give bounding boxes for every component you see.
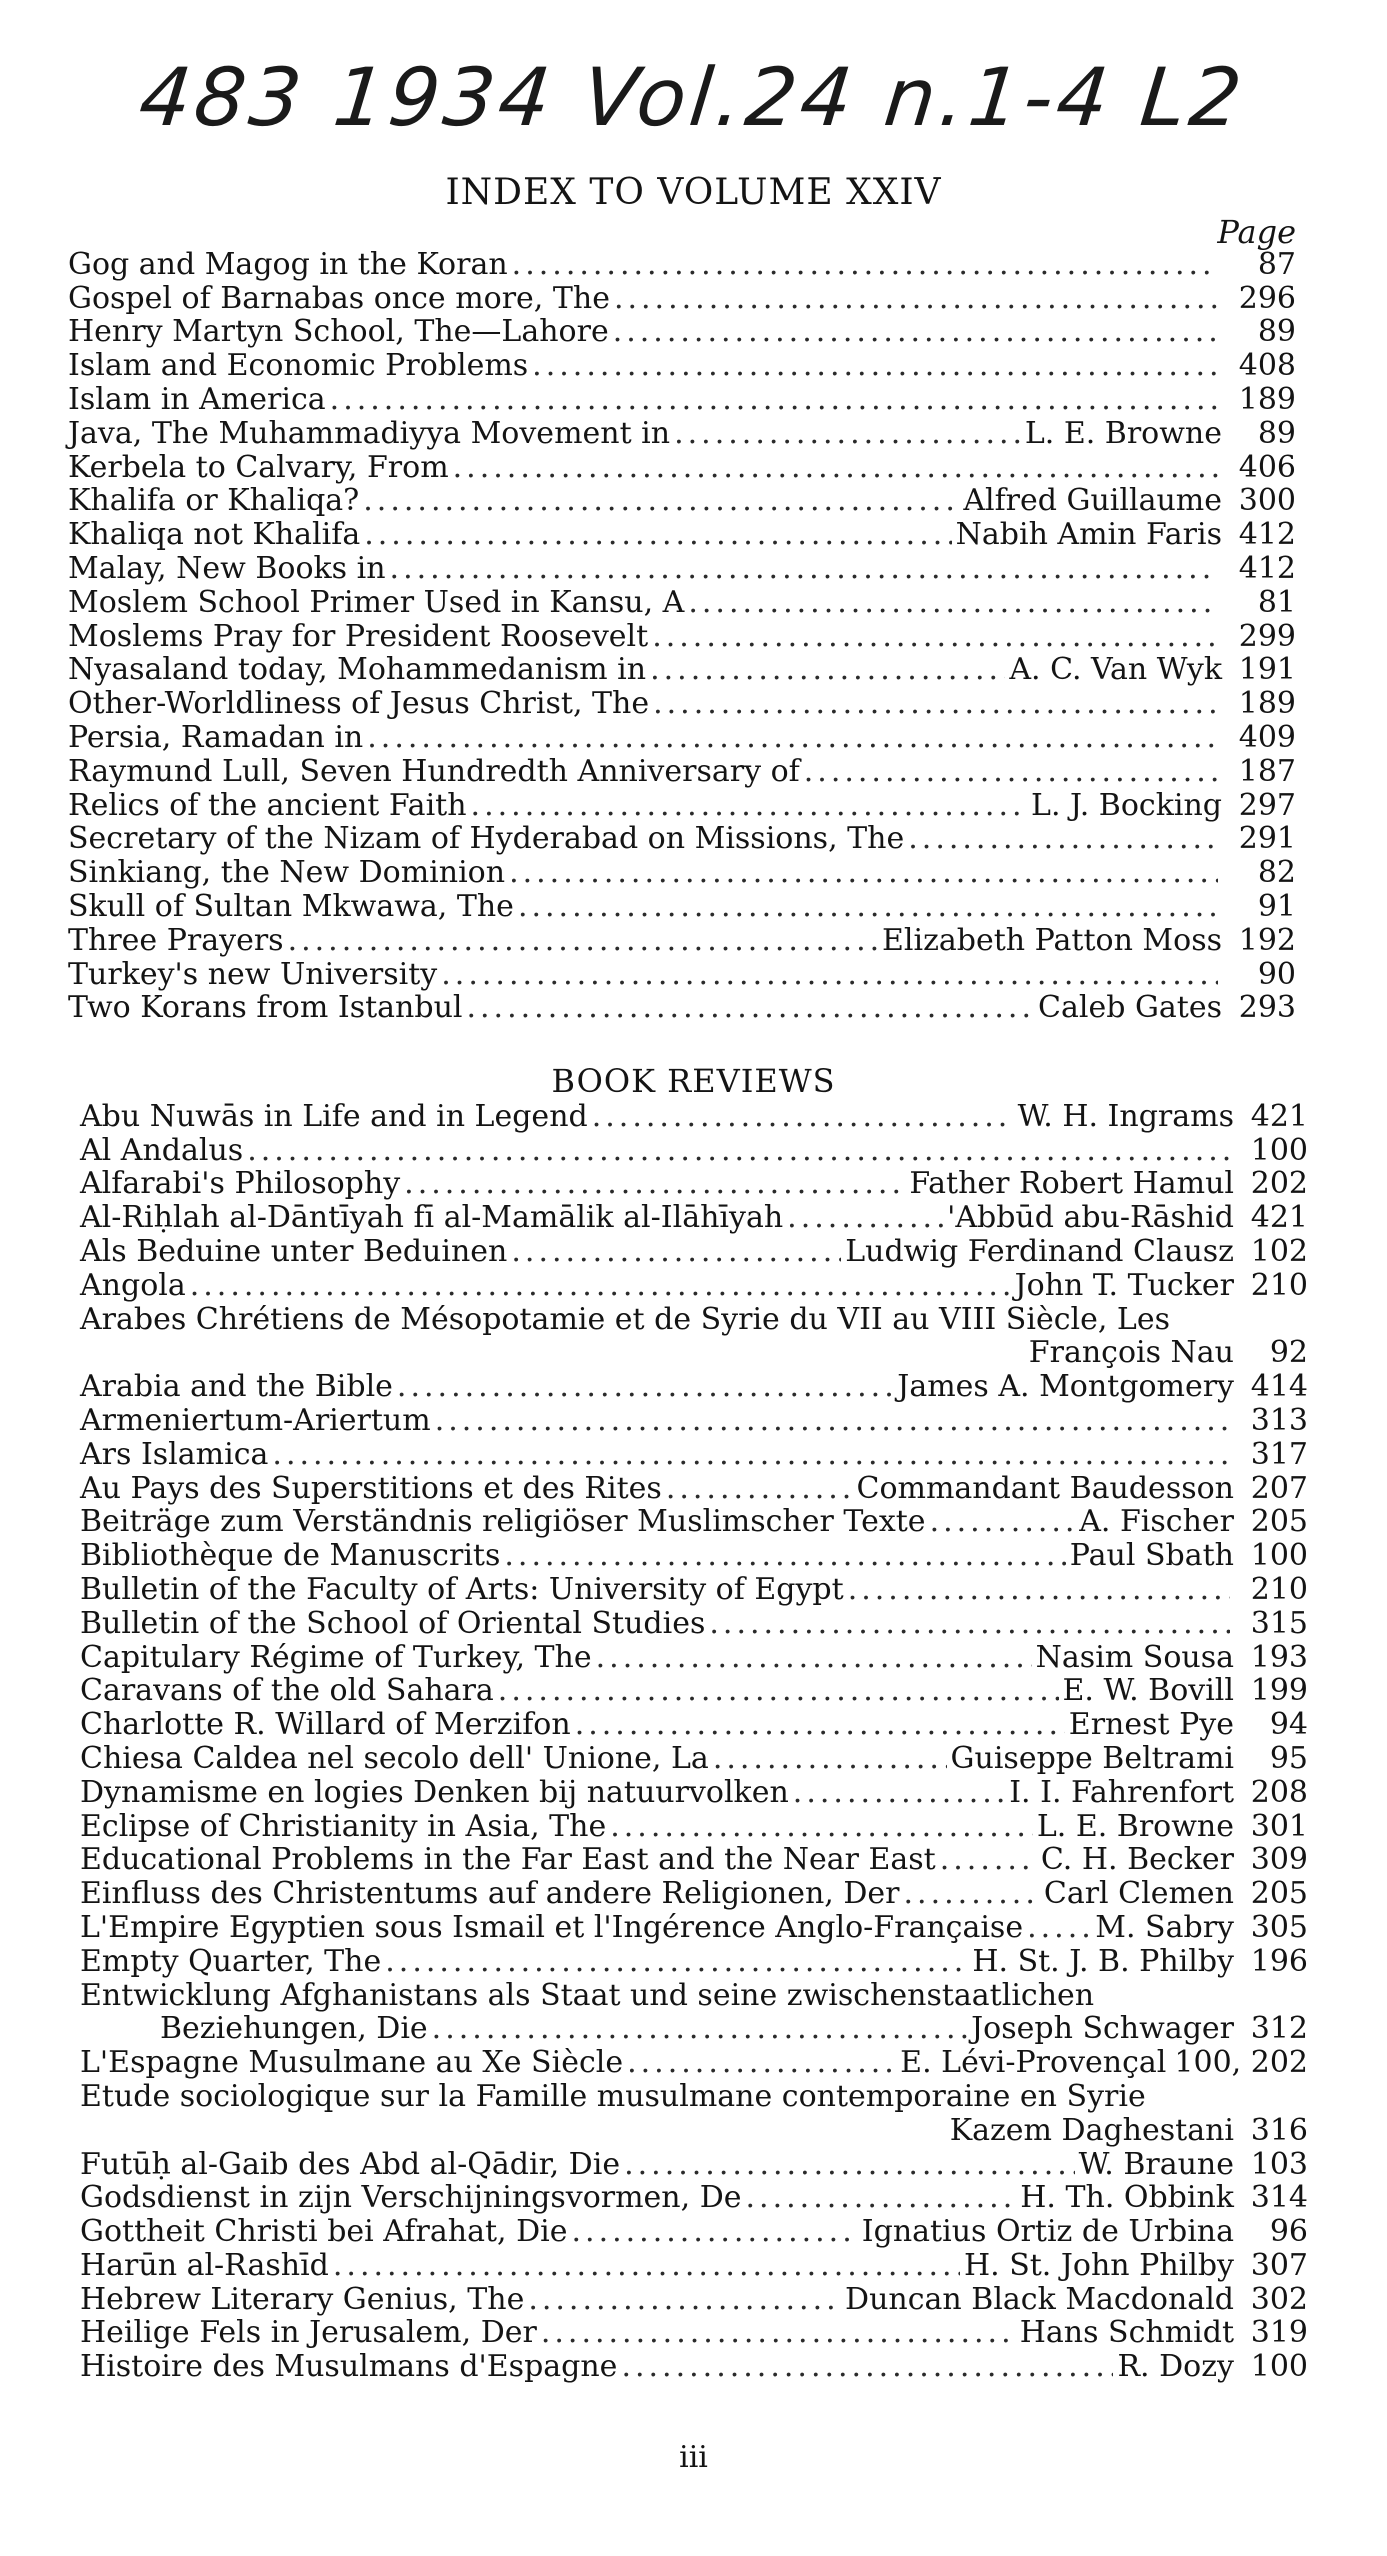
entry-title: Turkey's new University [68,956,438,992]
entry-title: L'Espagne Musulmane au Xe Siècle [80,2045,624,2081]
list-item [80,1740,1308,1774]
dot-leader [367,723,1218,753]
list-item [68,246,1296,280]
list-item [68,314,1296,348]
dot-leader [653,689,1218,719]
dot-leader [627,2048,896,2078]
entry-page: 196 [1250,1943,1308,1979]
entry-page: 189 [1238,381,1296,417]
list-item [80,1706,1308,1743]
entry-title: Caravans of the old Sahara [80,1673,494,1709]
list-item [80,1233,1308,1267]
list-item [80,2078,1308,2112]
entry-author: François Nau [1028,1335,1234,1371]
entry-title: Two Korans from Istanbul [68,990,463,1026]
entry-author: Hans Schmidt [1019,2315,1234,2351]
list-item [80,1504,1308,1538]
entry-page: 412 [1238,550,1296,586]
entry-title: Bulletin of the School of Oriental Studies [80,1605,706,1641]
entry-title: Capitulary Régime of Turkey, The [80,1639,592,1675]
entry-title: Bibliothèque de Manuscrits [80,1538,501,1574]
list-item [80,1199,1308,1236]
list-item [80,1335,1308,1369]
entry-title: Eclipse of Christianity in Asia, The [80,1808,607,1844]
dot-leader [688,588,1218,618]
entry-author: Kazem Daghestani [949,2112,1234,2148]
entry-author: R. Dozy [1117,2349,1234,2385]
list-item [80,1166,1308,1200]
list-item [68,347,1296,384]
entry-page: 409 [1238,719,1296,755]
entry-title: Arabes Chrétiens de Mésopotamie et de Syrie du VII au VIII Siècle, Les [80,1301,1170,1337]
entry-author: Ernest Pye [1068,1707,1234,1743]
entry-page: 421 [1250,1200,1308,1236]
entry-page: 421 [1250,1098,1308,1134]
entry-author: H. St. J. B. Philby [972,1943,1234,1979]
dot-leader [666,1474,853,1504]
list-item [80,1267,1308,1301]
entry-page: 208 [1250,1774,1308,1810]
list-item [80,2348,1308,2385]
entry-author: Elizabeth Patton Moss [882,922,1222,958]
dot-leader [848,1575,1230,1605]
handwritten-annotation: 483 1934 Vol.24 n.1-4 L2 [135,51,1250,144]
list-item [68,753,1296,787]
dot-leader [432,2014,967,2044]
entry-page: 202 [1250,1166,1308,1202]
entry-title: L'Empire Egyptien sous Ismail et l'Ingérence Anglo-Française [80,1909,1024,1945]
dot-leader [940,1845,1037,1875]
dot-leader [650,655,1005,685]
entry-page: 291 [1238,821,1296,857]
list-item [68,415,1296,449]
entry-page: 313 [1250,1402,1308,1438]
entry-page: 293 [1238,990,1296,1026]
dot-leader [709,1609,1230,1639]
dot-leader [572,2217,858,2247]
entry-page: 189 [1238,686,1296,722]
dot-leader [453,453,1218,483]
entry-author: Alfred Guillaume [963,483,1222,519]
dot-leader [330,385,1218,415]
entry-title: Nyasaland today, Mohammedanism in [68,652,647,688]
entry-page: 82 [1257,855,1296,891]
entry-title: Beiträge zum Verständnis religiöser Muslimscher Texte [80,1504,926,1540]
index-list [68,246,1296,1026]
dot-leader [908,824,1218,854]
entry-author: H. St. John Philby [963,2247,1234,2283]
dot-leader [504,1541,1065,1571]
dot-leader [511,1237,841,1267]
entry-title: Khaliqa not Khalifa [68,517,361,553]
entry-author: W. Braune [1078,2146,1234,2182]
list-item [68,685,1296,722]
entry-author: Nasim Sousa [1035,1639,1234,1675]
entry-author: Ignatius Ortiz de Urbina [861,2214,1234,2250]
list-item [68,956,1296,990]
entry-title: Chiesa Caldea nel secolo dell' Unione, La [80,1740,709,1776]
entry-page: 89 [1257,314,1296,350]
entry-author: Carl Clemen [1043,1876,1234,1912]
entry-title: Arabia and the Bible [80,1369,393,1405]
entry-page: 81 [1257,584,1296,620]
entry-page: 100 [1250,1538,1308,1574]
entry-page: 87 [1257,246,1296,282]
entry-author: 'Abbūd abu-Rāshid [947,1200,1234,1236]
entry-page: 102 [1250,1233,1308,1269]
entry-title: Relics of the ancient Faith [68,787,467,823]
dot-leader [364,520,951,550]
entry-author: Nabih Amin Faris [955,517,1222,553]
entry-title: Malay, New Books in [68,550,386,586]
list-item [80,1537,1308,1574]
entry-author: Caleb Gates [1038,990,1222,1026]
entry-title: Bulletin of the Faculty of Arts: University of Egypt [80,1571,844,1607]
dot-leader [288,926,878,956]
entry-title: Empty Quarter, The [80,1943,382,1979]
dot-leader [596,1643,1032,1673]
list-item [80,2180,1308,2214]
list-item [80,1301,1308,1335]
entry-title: Educational Problems in the Far East and the Near East [80,1842,936,1878]
entry-title: Henry Martyn School, The—Lahore [68,314,609,350]
entry-page: 191 [1238,652,1296,688]
entry-page: 205 [1250,1504,1308,1540]
list-item [80,1436,1308,1470]
dot-leader [610,1812,1033,1842]
entry-title: Raymund Lull, Seven Hundredth Anniversary of [68,753,800,789]
entry-title: Beziehungen, Die [160,2011,428,2047]
list-item [80,1639,1308,1673]
entry-title: Entwicklung Afghanistans als Staat und seine zwischenstaatlichen [80,1977,1095,2013]
entry-author: E. Lévi-Provençal [900,2045,1167,2081]
entry-author: C. H. Becker [1040,1842,1234,1878]
entry-title: Gospel of Barnabas once more, The [68,280,610,316]
list-item [80,1875,1308,1912]
list-item [80,1977,1308,2011]
entry-title: Etude sociologique sur la Famille musulmane contemporaine en Syrie [80,2078,1146,2114]
entry-author: James A. Montgomery [897,1369,1234,1405]
entry-page: 317 [1250,1436,1308,1472]
dot-leader [404,1169,905,1199]
entry-page: 92 [1269,1335,1308,1371]
entry-author: Ludwig Ferdinand Clausz [845,1233,1234,1269]
entry-title: Au Pays des Superstitions et des Rites [80,1470,662,1506]
list-item [68,280,1296,314]
list-item [80,1098,1308,1132]
entry-page: 91 [1257,888,1296,924]
entry-page: 305 [1250,1909,1308,1945]
entry-title: Moslems Pray for President Roosevelt [68,618,649,654]
list-item [80,2112,1308,2146]
dot-leader [512,250,1218,280]
dot-leader [793,1778,1005,1808]
dot-leader [471,791,1027,821]
entry-author: M. Sabry [1095,1909,1234,1945]
dot-leader [592,1102,1014,1132]
entry-title: Islam in America [68,381,326,417]
dot-leader [441,960,1218,990]
entry-page: 192 [1238,922,1296,958]
list-item [68,652,1296,686]
dot-leader [614,284,1218,314]
list-item [68,449,1296,483]
entry-author: Duncan Black Macdonald [845,2281,1234,2317]
entry-page: 210 [1250,1267,1308,1303]
dot-leader [247,1136,1230,1166]
list-item [80,1673,1308,1707]
entry-author: Father Robert Hamul [909,1166,1234,1202]
entry-page: 199 [1250,1673,1308,1709]
entry-title: Khalifa or Khaliqa? [68,483,360,519]
entry-title: Armeniertum-Ariertum [80,1402,431,1438]
dot-leader [904,1879,1040,1909]
dot-leader [190,1271,1011,1301]
list-item [80,1470,1308,1504]
list-item [80,2213,1308,2250]
dot-leader [385,1947,968,1977]
dot-leader [498,1676,1059,1706]
list-item [80,2146,1308,2180]
list-item [68,618,1296,652]
entry-title: Als Beduine unter Beduinen [80,1233,508,1269]
list-item [68,381,1296,415]
entry-author: E. W. Bovill [1062,1673,1234,1709]
entry-page: 319 [1250,2315,1308,2351]
dot-leader [518,892,1218,922]
entry-page: 94 [1269,1707,1308,1743]
dot-leader [390,554,1218,584]
entry-title: Angola [80,1267,186,1303]
entry-title: Dynamisme en logies Denken bij natuurvolken [80,1774,789,1810]
entry-page: 89 [1257,415,1296,451]
entry-page: 296 [1238,280,1296,316]
entry-page: 210 [1250,1571,1308,1607]
entry-author: Guiseppe Beltrami [950,1740,1234,1776]
entry-page: 100, 202 [1174,2045,1308,2081]
dot-leader [624,2150,1075,2180]
entry-page: 90 [1257,956,1296,992]
dot-leader [613,317,1218,347]
entry-page: 316 [1250,2112,1308,2148]
entry-page: 205 [1250,1876,1308,1912]
dot-leader [1027,1913,1091,1943]
entry-title: Einfluss des Christentums auf andere Religionen, Der [80,1876,900,1912]
entry-title: Al Andalus [80,1132,244,1168]
list-item [68,483,1296,517]
entry-author: L. E. Browne [1036,1808,1234,1844]
entry-author: W. H. Ingrams [1017,1098,1234,1134]
entry-author: Paul Sbath [1069,1538,1234,1574]
entry-page: 414 [1250,1369,1308,1405]
entry-title: Al-Riḥlah al-Dāntīyah fī al-Mamālik al-Ilāhīyah [80,1200,784,1236]
entry-page: 103 [1250,2146,1308,2182]
entry-page: 187 [1238,753,1296,789]
dot-leader [397,1372,893,1402]
entry-page: 312 [1250,2011,1308,2047]
list-item [80,1943,1308,1977]
list-item [80,1808,1308,1842]
entry-page: 309 [1250,1842,1308,1878]
entry-author: Joseph Schwager [971,2011,1234,2047]
list-item [68,854,1296,891]
dot-leader [532,351,1218,381]
entry-page: 95 [1269,1740,1308,1776]
list-item [80,2247,1308,2281]
list-item [68,922,1296,956]
entry-title: Ars Islamica [80,1436,269,1472]
dot-leader [272,1440,1230,1470]
list-item [80,1774,1308,1808]
list-item [80,1132,1308,1166]
dot-leader [575,1710,1065,1740]
entry-author: Commandant Baudesson [856,1470,1234,1506]
entry-author: I. I. Fahrenfort [1009,1774,1234,1810]
dot-leader [713,1744,947,1774]
entry-page: 207 [1250,1470,1308,1506]
entry-page: 100 [1250,2349,1308,2385]
dot-leader [804,757,1218,787]
entry-title: Godsdienst in zijn Verschijningsvormen, De [80,2180,742,2216]
dot-leader [674,419,1021,449]
entry-page: 406 [1238,449,1296,485]
book-reviews-list [80,1098,1308,2385]
entry-author: L. E. Browne [1024,415,1222,451]
entry-title: Java, The Muhammadiyya Movement in [68,415,671,451]
entry-page: 300 [1238,483,1296,519]
book-reviews-heading: BOOK REVIEWS [551,1062,836,1100]
list-item [68,888,1296,922]
entry-author: L. J. Bocking [1031,787,1222,823]
list-item [80,1402,1308,1436]
entry-title: Abu Nuwās in Life and in Legend [80,1098,588,1134]
dot-leader [787,1203,943,1233]
entry-page: 412 [1238,517,1296,553]
list-item [80,1842,1308,1876]
entry-title: Hebrew Literary Genius, The [80,2281,525,2317]
list-item [80,2011,1308,2045]
entry-title: Sinkiang, the New Dominion [68,855,506,891]
entry-page: 302 [1250,2281,1308,2317]
entry-title: Harūn al-Rashīd [80,2247,329,2283]
entry-title: Secretary of the Nizam of Hyderabad on Missions, The [68,821,905,857]
page-title: INDEX TO VOLUME XXIV [445,172,942,213]
dot-leader [509,858,1218,888]
list-item [80,1909,1308,1943]
list-item [68,719,1296,753]
entry-title: Skull of Sultan Mkwawa, The [68,888,514,924]
list-item [68,787,1296,821]
entry-title: Persia, Ramadan in [68,719,364,755]
list-item [80,1368,1308,1405]
entry-page: 297 [1238,787,1296,823]
dot-leader [541,2318,1016,2348]
entry-page: 100 [1250,1132,1308,1168]
dot-leader [621,2352,1113,2382]
entry-page: 96 [1269,2214,1308,2250]
entry-title: Futūḥ al-Gaib des Abd al-Qādir, Die [80,2146,621,2182]
list-item [80,1605,1308,1639]
entry-title: Charlotte R. Willard of Merzifon [80,1707,571,1743]
list-item [80,1571,1308,1605]
dot-leader [930,1507,1076,1537]
list-item [68,516,1296,553]
entry-author: H. Th. Obbink [1020,2180,1234,2216]
entry-title: Gottheit Christi bei Afrahat, Die [80,2214,568,2250]
dot-leader [435,1406,1230,1436]
page-column-heading: Page [1217,213,1296,251]
list-item [68,584,1296,618]
list-item [68,821,1296,855]
entry-title: Other-Worldliness of Jesus Christ, The [68,686,650,722]
entry-title: Three Prayers [68,922,284,958]
entry-author: John T. Tucker [1014,1267,1234,1303]
dot-leader [333,2251,960,2281]
entry-page: 193 [1250,1639,1308,1675]
entry-title: Histoire des Musulmans d'Espagne [80,2349,618,2385]
list-item [80,2044,1308,2081]
entry-page: 301 [1250,1808,1308,1844]
dot-leader [652,622,1218,652]
list-item [68,990,1296,1024]
entry-page: 299 [1238,618,1296,654]
entry-author: A. C. Van Wyk [1009,652,1222,688]
entry-title: Kerbela to Calvary, From [68,449,449,485]
entry-title: Moslem School Primer Used in Kansu, A [68,584,685,620]
entry-page: 307 [1250,2247,1308,2283]
list-item [80,2315,1308,2349]
entry-title: Islam and Economic Problems [68,348,529,384]
list-item [80,2281,1308,2315]
page-folio: iii [679,2440,708,2475]
dot-leader [363,486,959,516]
entry-title: Alfarabi's Philosophy [80,1166,401,1202]
dot-leader [466,993,1034,1023]
dot-leader [746,2183,1017,2213]
entry-page: 314 [1250,2180,1308,2216]
entry-title: Gog and Magog in the Koran [68,246,508,282]
entry-title: Heilige Fels in Jerusalem, Der [80,2315,537,2351]
list-item [68,550,1296,584]
entry-page: 408 [1238,348,1296,384]
entry-author: A. Fischer [1079,1504,1234,1540]
entry-page: 315 [1250,1605,1308,1641]
dot-leader [528,2285,841,2315]
